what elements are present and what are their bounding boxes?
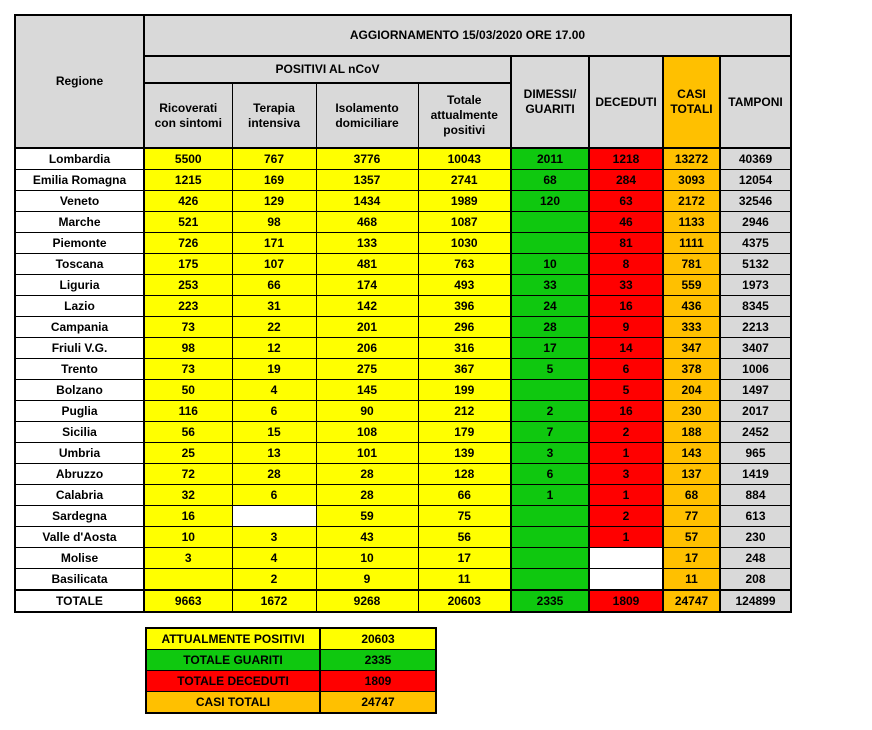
summary-value: 20603 <box>320 628 436 650</box>
value-cell: 22 <box>232 317 316 338</box>
value-cell: 378 <box>663 359 720 380</box>
value-cell: 120 <box>511 191 589 212</box>
value-cell: 2017 <box>720 401 791 422</box>
value-cell: 3 <box>511 443 589 464</box>
value-cell <box>511 233 589 254</box>
value-cell: 77 <box>663 506 720 527</box>
value-cell: 223 <box>144 296 232 317</box>
value-cell: 1111 <box>663 233 720 254</box>
value-cell: 1133 <box>663 212 720 233</box>
value-cell: 2946 <box>720 212 791 233</box>
value-cell: 19 <box>232 359 316 380</box>
value-cell: 5 <box>589 380 663 401</box>
value-cell: 2 <box>589 506 663 527</box>
table-row <box>15 317 791 338</box>
value-cell: 1 <box>589 527 663 548</box>
value-cell: 59 <box>316 506 418 527</box>
value-cell: 613 <box>720 506 791 527</box>
value-cell <box>511 506 589 527</box>
summary-label: ATTUALMENTE POSITIVI <box>146 628 320 650</box>
table-row <box>15 170 791 191</box>
value-cell <box>511 569 589 591</box>
value-cell: 116 <box>144 401 232 422</box>
value-cell: 169 <box>232 170 316 191</box>
value-cell: 2 <box>511 401 589 422</box>
region-cell: Valle d'Aosta <box>15 527 144 548</box>
value-cell: 199 <box>418 380 511 401</box>
value-cell: 6 <box>589 359 663 380</box>
value-cell: 145 <box>316 380 418 401</box>
value-cell: 204 <box>663 380 720 401</box>
value-cell: 396 <box>418 296 511 317</box>
region-cell: Liguria <box>15 275 144 296</box>
ricoverati-header: Ricoverati con sintomi <box>144 83 232 148</box>
region-cell: Sicilia <box>15 422 144 443</box>
value-cell: 16 <box>144 506 232 527</box>
value-cell: 17 <box>663 548 720 569</box>
value-cell: 6 <box>232 401 316 422</box>
value-cell: 32 <box>144 485 232 506</box>
value-cell: 5500 <box>144 148 232 170</box>
value-cell: 8345 <box>720 296 791 317</box>
value-cell: 5132 <box>720 254 791 275</box>
region-cell: Piemonte <box>15 233 144 254</box>
value-cell: 3 <box>144 548 232 569</box>
value-cell: 28 <box>511 317 589 338</box>
value-cell: 212 <box>418 401 511 422</box>
summary-label: TOTALE GUARITI <box>146 650 320 671</box>
value-cell: 6 <box>232 485 316 506</box>
value-cell: 7 <box>511 422 589 443</box>
region-cell: Bolzano <box>15 380 144 401</box>
region-cell: Umbria <box>15 443 144 464</box>
value-cell: 1434 <box>316 191 418 212</box>
summary-row <box>146 628 436 650</box>
value-cell: 128 <box>418 464 511 485</box>
value-cell: 129 <box>232 191 316 212</box>
value-cell: 2 <box>589 422 663 443</box>
value-cell: 3093 <box>663 170 720 191</box>
value-cell: 4 <box>232 548 316 569</box>
value-cell: 4375 <box>720 233 791 254</box>
value-cell: 43 <box>316 527 418 548</box>
value-cell: 40369 <box>720 148 791 170</box>
value-cell: 6 <box>511 464 589 485</box>
value-cell: 16 <box>589 296 663 317</box>
table-row <box>15 212 791 233</box>
table-row <box>15 191 791 212</box>
value-cell: 9 <box>589 317 663 338</box>
value-cell: 56 <box>418 527 511 548</box>
value-cell: 28 <box>316 485 418 506</box>
table-title: AGGIORNAMENTO 15/03/2020 ORE 17.00 <box>144 15 791 56</box>
value-cell: 1087 <box>418 212 511 233</box>
region-cell: Sardegna <box>15 506 144 527</box>
value-cell: 73 <box>144 359 232 380</box>
value-cell: 208 <box>720 569 791 591</box>
value-cell: 1 <box>511 485 589 506</box>
value-cell: 28 <box>316 464 418 485</box>
value-cell: 101 <box>316 443 418 464</box>
totals-summary-table <box>145 627 437 714</box>
table-row <box>15 254 791 275</box>
value-cell: 171 <box>232 233 316 254</box>
value-cell: 17 <box>418 548 511 569</box>
value-cell: 57 <box>663 527 720 548</box>
table-row <box>15 506 791 527</box>
value-cell: 2213 <box>720 317 791 338</box>
value-cell: 3 <box>589 464 663 485</box>
value-cell: 253 <box>144 275 232 296</box>
value-cell: 25 <box>144 443 232 464</box>
value-cell <box>144 569 232 591</box>
value-cell: 133 <box>316 233 418 254</box>
value-cell: 16 <box>589 401 663 422</box>
value-cell <box>589 548 663 569</box>
value-cell: 763 <box>418 254 511 275</box>
value-cell: 3407 <box>720 338 791 359</box>
value-cell: 9268 <box>316 590 418 612</box>
value-cell: 493 <box>418 275 511 296</box>
value-cell: 4 <box>232 380 316 401</box>
value-cell: 2741 <box>418 170 511 191</box>
value-cell: 1357 <box>316 170 418 191</box>
value-cell: 11 <box>418 569 511 591</box>
value-cell: 66 <box>418 485 511 506</box>
value-cell: 15 <box>232 422 316 443</box>
region-cell: Marche <box>15 212 144 233</box>
value-cell <box>511 527 589 548</box>
value-cell: 367 <box>418 359 511 380</box>
isolamento-header: Isolamento domiciliare <box>316 83 418 148</box>
value-cell: 13 <box>232 443 316 464</box>
value-cell <box>511 212 589 233</box>
deceduti-header: DECEDUTI <box>589 56 663 148</box>
value-cell: 12 <box>232 338 316 359</box>
summary-row <box>146 671 436 692</box>
value-cell: 17 <box>511 338 589 359</box>
value-cell: 20603 <box>418 590 511 612</box>
terapia-intensiva-header: Terapia intensiva <box>232 83 316 148</box>
region-cell: Trento <box>15 359 144 380</box>
value-cell: 248 <box>720 548 791 569</box>
value-cell: 9 <box>316 569 418 591</box>
value-cell: 14 <box>589 338 663 359</box>
value-cell: 75 <box>418 506 511 527</box>
value-cell: 1 <box>589 485 663 506</box>
table-row <box>15 485 791 506</box>
value-cell: 66 <box>232 275 316 296</box>
value-cell: 1 <box>589 443 663 464</box>
table-row <box>15 401 791 422</box>
value-cell: 10 <box>144 527 232 548</box>
value-cell: 230 <box>663 401 720 422</box>
region-cell: Basilicata <box>15 569 144 591</box>
value-cell: 10 <box>511 254 589 275</box>
value-cell: 2452 <box>720 422 791 443</box>
table-row <box>15 380 791 401</box>
value-cell: 436 <box>663 296 720 317</box>
value-cell: 468 <box>316 212 418 233</box>
value-cell: 2 <box>232 569 316 591</box>
region-cell: Toscana <box>15 254 144 275</box>
value-cell: 8 <box>589 254 663 275</box>
table-row <box>15 148 791 170</box>
value-cell: 63 <box>589 191 663 212</box>
value-cell: 2011 <box>511 148 589 170</box>
value-cell: 24747 <box>663 590 720 612</box>
table-row <box>15 275 791 296</box>
value-cell: 11 <box>663 569 720 591</box>
region-cell: Lazio <box>15 296 144 317</box>
summary-value: 24747 <box>320 692 436 714</box>
region-cell: Friuli V.G. <box>15 338 144 359</box>
value-cell <box>511 380 589 401</box>
region-cell: Abruzzo <box>15 464 144 485</box>
value-cell: 12054 <box>720 170 791 191</box>
summary-label: CASI TOTALI <box>146 692 320 714</box>
table-row <box>15 464 791 485</box>
value-cell: 884 <box>720 485 791 506</box>
value-cell: 90 <box>316 401 418 422</box>
total-row <box>15 590 791 612</box>
value-cell: 781 <box>663 254 720 275</box>
value-cell: 426 <box>144 191 232 212</box>
total-label-cell: TOTALE <box>15 590 144 612</box>
value-cell: 143 <box>663 443 720 464</box>
region-cell: Veneto <box>15 191 144 212</box>
value-cell: 32546 <box>720 191 791 212</box>
region-cell: Lombardia <box>15 148 144 170</box>
tamponi-header: TAMPONI <box>720 56 791 148</box>
value-cell: 137 <box>663 464 720 485</box>
positivi-group-header: POSITIVI AL nCoV <box>144 56 511 83</box>
value-cell: 1215 <box>144 170 232 191</box>
value-cell: 46 <box>589 212 663 233</box>
region-cell: Molise <box>15 548 144 569</box>
value-cell: 347 <box>663 338 720 359</box>
value-cell: 139 <box>418 443 511 464</box>
value-cell: 201 <box>316 317 418 338</box>
value-cell: 2172 <box>663 191 720 212</box>
summary-row <box>146 650 436 671</box>
value-cell: 72 <box>144 464 232 485</box>
table-row <box>15 569 791 591</box>
summary-value: 2335 <box>320 650 436 671</box>
value-cell: 1497 <box>720 380 791 401</box>
value-cell: 28 <box>232 464 316 485</box>
value-cell: 98 <box>232 212 316 233</box>
value-cell: 179 <box>418 422 511 443</box>
value-cell: 9663 <box>144 590 232 612</box>
value-cell: 296 <box>418 317 511 338</box>
value-cell: 107 <box>232 254 316 275</box>
value-cell: 174 <box>316 275 418 296</box>
value-cell: 1006 <box>720 359 791 380</box>
value-cell <box>232 506 316 527</box>
value-cell: 206 <box>316 338 418 359</box>
value-cell: 81 <box>589 233 663 254</box>
value-cell: 1989 <box>418 191 511 212</box>
value-cell: 284 <box>589 170 663 191</box>
table-row <box>15 422 791 443</box>
value-cell: 73 <box>144 317 232 338</box>
value-cell: 767 <box>232 148 316 170</box>
regions-data-table <box>14 14 792 613</box>
summary-label: TOTALE DECEDUTI <box>146 671 320 692</box>
value-cell: 142 <box>316 296 418 317</box>
summary-value: 1809 <box>320 671 436 692</box>
region-cell: Campania <box>15 317 144 338</box>
value-cell: 726 <box>144 233 232 254</box>
value-cell: 68 <box>511 170 589 191</box>
region-cell: Puglia <box>15 401 144 422</box>
value-cell: 188 <box>663 422 720 443</box>
table-row <box>15 527 791 548</box>
table-row <box>15 296 791 317</box>
totale-positivi-header: Totale attualmente positivi <box>418 83 511 148</box>
value-cell: 33 <box>589 275 663 296</box>
value-cell: 175 <box>144 254 232 275</box>
value-cell: 3776 <box>316 148 418 170</box>
value-cell: 2335 <box>511 590 589 612</box>
value-cell: 965 <box>720 443 791 464</box>
region-cell: Calabria <box>15 485 144 506</box>
value-cell: 98 <box>144 338 232 359</box>
value-cell: 1809 <box>589 590 663 612</box>
value-cell: 230 <box>720 527 791 548</box>
dimessi-guariti-header: DIMESSI/ GUARITI <box>511 56 589 148</box>
table-row <box>15 443 791 464</box>
value-cell: 124899 <box>720 590 791 612</box>
value-cell: 108 <box>316 422 418 443</box>
value-cell: 1672 <box>232 590 316 612</box>
table-row <box>15 548 791 569</box>
value-cell: 481 <box>316 254 418 275</box>
table-row <box>15 233 791 254</box>
value-cell: 33 <box>511 275 589 296</box>
value-cell: 1973 <box>720 275 791 296</box>
region-cell: Emilia Romagna <box>15 170 144 191</box>
value-cell: 1419 <box>720 464 791 485</box>
value-cell: 559 <box>663 275 720 296</box>
value-cell: 333 <box>663 317 720 338</box>
value-cell: 24 <box>511 296 589 317</box>
summary-row <box>146 692 436 714</box>
value-cell: 13272 <box>663 148 720 170</box>
table-row <box>15 359 791 380</box>
value-cell: 521 <box>144 212 232 233</box>
region-column-header: Regione <box>15 15 144 148</box>
casi-totali-header: CASI TOTALI <box>663 56 720 148</box>
value-cell: 10 <box>316 548 418 569</box>
value-cell: 1030 <box>418 233 511 254</box>
value-cell: 56 <box>144 422 232 443</box>
value-cell: 68 <box>663 485 720 506</box>
value-cell: 316 <box>418 338 511 359</box>
value-cell: 3 <box>232 527 316 548</box>
value-cell <box>511 548 589 569</box>
value-cell: 50 <box>144 380 232 401</box>
table-row <box>15 338 791 359</box>
value-cell: 31 <box>232 296 316 317</box>
value-cell <box>589 569 663 591</box>
value-cell: 10043 <box>418 148 511 170</box>
value-cell: 1218 <box>589 148 663 170</box>
value-cell: 5 <box>511 359 589 380</box>
value-cell: 275 <box>316 359 418 380</box>
